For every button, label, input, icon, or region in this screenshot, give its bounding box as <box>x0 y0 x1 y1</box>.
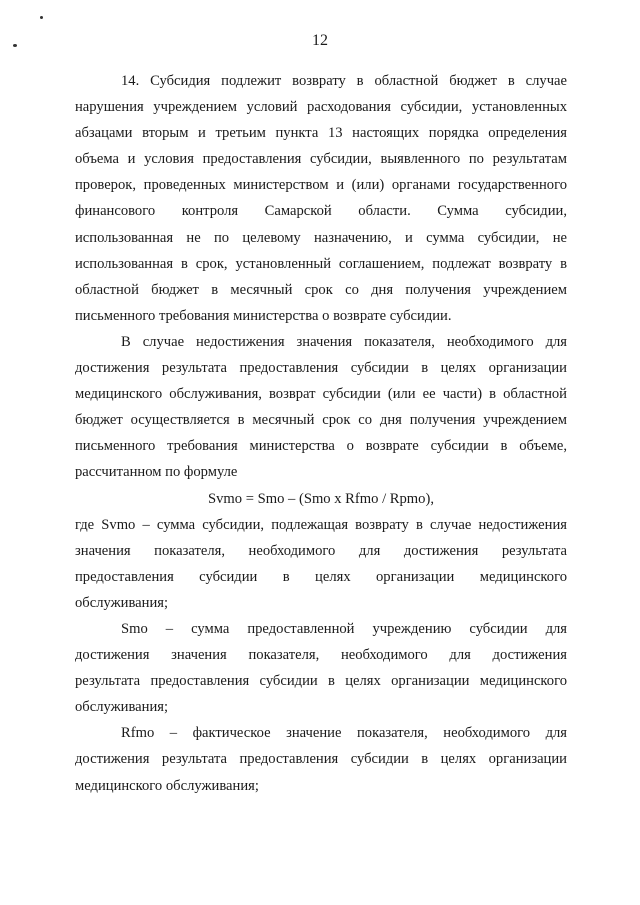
paragraph-line: нарушения учреждением условий расходования субсидии, установленных <box>75 99 567 116</box>
paragraph-line: областной бюджет в месячный срок со дня получения учреждением <box>75 281 567 298</box>
page-number: 12 <box>312 32 328 49</box>
paragraph-line: 14. Субсидия подлежит возврату в областной бюджет в случае <box>121 73 567 89</box>
paragraph-line: письменного требования министерства о возврате субсидии в объеме, <box>75 438 567 455</box>
paragraph-line: В случае недостижения значения показателя, необходимого для <box>121 333 567 350</box>
scan-speck <box>40 16 43 19</box>
paragraph-line: результата предоставления субсидии в целях организации медицинского <box>75 673 567 690</box>
paragraph-line: достижения результата предоставления субсидии в целях организации <box>75 751 567 768</box>
paragraph-line: достижения значения показателя, необходимого для достижения <box>75 647 567 664</box>
paragraph-line: значения показателя, необходимого для достижения результата <box>75 542 567 559</box>
paragraph-line: письменного требования министерства о возврате субсидии. <box>75 307 452 324</box>
paragraph-line: использованная в срок, установленный соглашением, подлежат возврату в <box>75 255 567 272</box>
paragraph-line: использованная не по целевому назначению, и сумма субсидии, не <box>75 229 567 246</box>
paragraph-line: бюджет осуществляется в месячный срок со дня получения учреждением <box>75 412 567 429</box>
paragraph-line: обслуживания; <box>75 594 169 611</box>
paragraph-line: где Svmo – сумма субсидии, подлежащая возврату в случае недостижения <box>75 516 567 533</box>
paragraph-line: проверок, проведенных министерством и (или) органами государственного <box>75 177 567 194</box>
paragraph-line: Smo – сумма предоставленной учреждению субсидии для <box>121 620 567 637</box>
paragraph-line: финансового контроля Самарской области. Сумма субсидии, <box>75 203 567 220</box>
paragraph-line: абзацами вторым и третьим пункта 13 настоящих порядка определения <box>75 125 567 142</box>
document-body <box>75 68 567 799</box>
paragraph-line: предоставления субсидии в целях организации медицинского <box>75 568 567 585</box>
paragraph-line: обслуживания; <box>75 699 169 716</box>
paragraph-line: медицинского обслуживания; <box>75 777 259 794</box>
paragraph-line: рассчитанном по формуле <box>75 464 238 481</box>
paragraph-line: объема и условия предоставления субсидии, выявленного по результатам <box>75 151 567 168</box>
paragraph-line: достижения результата предоставления субсидии в целях организации <box>75 360 567 377</box>
formula: Svmo = Smo – (Smo x Rfmo / Rpmo), <box>208 490 434 507</box>
paragraph-line: Rfmo – фактическое значение показателя, необходимого для <box>121 725 567 742</box>
paragraph-line: медицинского обслуживания, возврат субсидии (или ее части) в областной <box>75 386 567 403</box>
